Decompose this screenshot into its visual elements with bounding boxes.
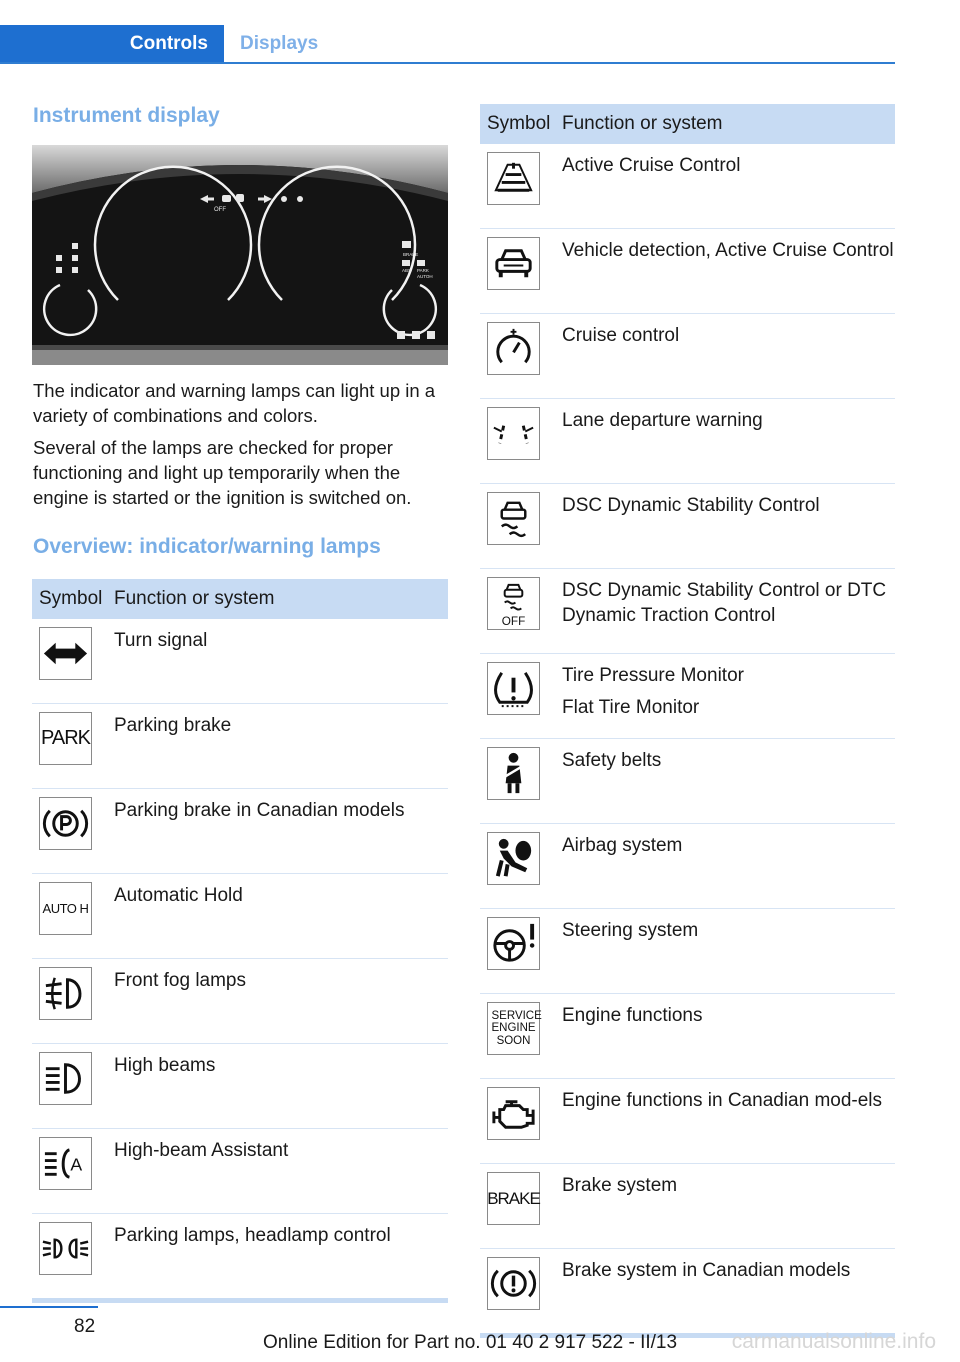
cluster-auto-label: AUTOH [417,274,433,279]
row-label: Turn signal [114,619,448,704]
table-row [480,824,895,909]
table-row [32,1214,448,1301]
row-label: Active Cruise Control [562,144,895,229]
row-label: Engine functions [562,994,895,1079]
auto-hold-icon [39,882,92,935]
table-row [480,144,895,229]
table-row [480,1249,895,1336]
cluster-brake-label: BRAKE [403,252,419,257]
row-label: Tire Pressure Monitor [562,665,744,686]
table-row [480,654,895,739]
row-label: Airbag system [562,824,895,909]
table-row [480,484,895,569]
section-heading-instrument-display: Instrument display [33,104,220,127]
row-label: Brake system in Canadian models [562,1249,895,1336]
cluster-park-label: PARK [417,268,429,273]
column-header-symbol: Symbol [32,579,114,619]
turn-signal-icon [39,627,92,680]
cluster-abs-label: ABS [402,268,412,273]
airbag-icon [487,832,540,885]
tire-pressure-icon [487,662,540,715]
parking-brake-canada-icon [39,797,92,850]
right-symbol-table [480,104,895,1338]
table-row [480,1164,895,1249]
auto-hold-icon-text: AUTO H [42,900,89,916]
row-label: DSC Dynamic Stability Control [562,484,895,569]
dsc-off-icon [487,577,540,630]
column-header-function: Function or system [114,579,448,619]
table-row [32,959,448,1044]
row-label: Cruise control [562,314,895,399]
left-symbol-table [32,579,448,1303]
row-label: Parking brake [114,704,448,789]
row-label: Engine functions in Canadian mod-els [562,1079,895,1164]
footer-rule [0,1306,98,1308]
table-row [32,619,448,704]
row-label: Lane departure warning [562,399,895,484]
active-cruise-control-icon [487,152,540,205]
parking-lamps-icon [39,1222,92,1275]
service-engine-soon-icon-text: SERVICE ENGINE SOON [491,1010,542,1047]
row-label: Automatic Hold [114,874,448,959]
dsc-off-icon-text: OFF [501,615,526,629]
dsc-icon [487,492,540,545]
park-icon [39,712,92,765]
lane-departure-icon [487,407,540,460]
row-label: Brake system [562,1164,895,1249]
instrument-cluster-image [32,145,448,365]
front-fog-lamps-icon [39,967,92,1020]
cruise-control-icon [487,322,540,375]
table-row [32,704,448,789]
high-beams-icon [39,1052,92,1105]
edition-note: Online Edition for Part no. 01 40 2 917 522 - II/13 [263,1332,678,1353]
table-row [32,1044,448,1129]
table-row [32,874,448,959]
brake-icon-text: BRAKE [487,1188,540,1208]
table-row [480,909,895,994]
column-header-function: Function or system [562,104,895,144]
row-label: Safety belts [562,739,895,824]
table-row [32,1129,448,1214]
table-row [480,739,895,824]
row-label: Vehicle detection, Active Cruise Control [562,229,895,314]
paragraph-indicator-combinations: The indicator and warning lamps can light up in a variety of combinations and colors. [33,380,436,426]
service-engine-soon-icon [487,1002,540,1055]
paragraph-lamp-check: Several of the lamps are checked for proper functioning and light up temporarily when the engine is started or the ignition is switched on. [33,437,412,508]
tab-displays[interactable]: Displays [240,33,319,54]
page-number: 82 [74,1316,96,1337]
watermark: carmanualsonline.info [731,1330,936,1353]
high-beam-assistant-icon [39,1137,92,1190]
vehicle-detection-icon [487,237,540,290]
chapter-tabs [0,25,895,64]
safety-belts-icon [487,747,540,800]
table-row [480,569,895,654]
table-row [480,1079,895,1164]
row-label: Parking brake in Canadian models [114,789,448,874]
brake-icon [487,1172,540,1225]
row-label: DSC Dynamic Stability Control or DTC Dynamic Traction Control [562,569,895,654]
row-label: High-beam Assistant [114,1129,448,1214]
park-icon-text: PARK [41,727,90,749]
table-row [480,229,895,314]
row-label: Steering system [562,909,895,994]
row-label: Front fog lamps [114,959,448,1044]
tab-controls[interactable]: Controls [0,25,224,62]
row-label: Parking lamps, headlamp control [114,1214,448,1301]
table-row [480,314,895,399]
brake-canada-icon [487,1257,540,1310]
row-label: High beams [114,1044,448,1129]
steering-system-icon [487,917,540,970]
engine-canada-icon [487,1087,540,1140]
svg-text:A: A [70,1154,83,1175]
row-label-secondary: Flat Tire Monitor [562,697,700,718]
table-row [32,789,448,874]
section-heading-overview: Overview: indicator/warning lamps [33,535,381,558]
cluster-off-label: OFF [214,207,226,213]
column-header-symbol: Symbol [480,104,562,144]
table-row [480,994,895,1079]
table-row [480,399,895,484]
instrument-cluster-illustration [32,145,448,365]
